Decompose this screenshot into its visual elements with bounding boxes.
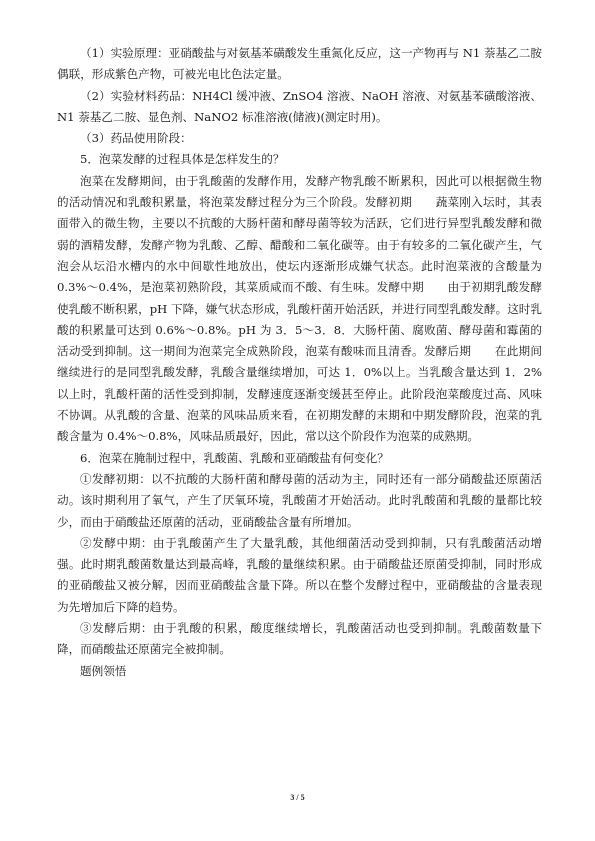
paragraph-materials: （2）实验材料药品：NH4Cl 缓冲液、ZnSO4 溶液、NaOH 溶液、对氨基苯磺酸溶液、N1 萘基乙二胺、显色剂、NaNO2 标准溶液(储液)(测定时用)。 [57, 88, 542, 124]
paragraph-reagent-stage: （3）药品使用阶段： [80, 131, 192, 146]
paragraph-late-stage: ③发酵后期：由于乳酸的积累，酸度继续增长，乳酸菌活动也受到抑制。乳酸菌数量下降，而硝酸盐还原菌完全被抑制。 [57, 621, 542, 657]
section-heading-examples: 题例领悟 [80, 663, 127, 678]
paragraph-fermentation-stages: 泡菜在发酵期间，由于乳酸菌的发酵作用，发酵产物乳酸不断累积，因此可以根据微生物的活动情况和乳酸积累量，将泡菜发酵过程分为三个阶段。发酵初期 蔬菜刚入坛时，其表面带入的微生物，主要以不抗酸的大肠杆菌和酵母菌等较为活跃，它们进行异型乳酸发酵和微弱的酒精发酵，发酵产物为乳酸、乙醇、醋酸和二氧化碳等。由于有较多的二氧化碳产生，气泡会从坛沿水槽内的水中间歇性地放出，使坛内逐渐形成嫌气状态。此时泡菜液的含酸量为 0.3%～0.4%，是泡菜初熟阶段，其菜质咸而不酸、有生味。发酵中期 由于初期乳酸发酵使乳酸不断积累，pH 下降，嫌气状态形成，乳酸杆菌开始活跃，并进行同型乳酸发酵。这时乳酸的积累量可达到 0.6%～0.8%。pH 为 3．5～3．8．大肠杆菌、腐败菌、酵母菌和霉菌的活动受到抑制。这一期间为泡菜完全成熟阶段，泡菜有酸味而且清香。发酵后期 在此期间继续进行的是同型乳酸发酵，乳酸含量继续增加，可达 1．0%以上。当乳酸含量达到 1．2%以上时，乳酸杆菌的活性受到抑制，发酵速度逐渐变缓甚至停止。此阶段泡菜酸度过高、风味不协调。从乳酸的含量、泡菜的风味品质来看，在初期发酵的末期和中期发酵阶段，泡菜的乳酸含量为 0.4%～0.8%，风味品质最好，因此，常以这个阶段作为泡菜的成熟期。 [57, 173, 542, 444]
question-5-heading: 5．泡菜发酵的过程具体是怎样发生的？ [80, 152, 285, 167]
paragraph-early-stage: ①发酵初期：以不抗酸的大肠杆菌和酵母菌的活动为主，同时还有一部分硝酸盐还原菌活动。该时期利用了氧气，产生了厌氧环境，乳酸菌才开始活动。此时乳酸菌和乳酸的量都比较少，而由于硝酸盐还原菌的活动，亚硝酸盐含量有所增加。 [57, 471, 542, 529]
paragraph-experiment-principle: （1）实验原理：亚硝酸盐与对氨基苯磺酸发生重氮化反应，这一产物再与 N1 萘基乙二胺偶联，形成紫色产物，可被光电比色法定量。 [57, 46, 542, 82]
question-6-heading: 6．泡菜在腌制过程中，乳酸菌、乳酸和亚硝酸盐有何变化？ [80, 450, 389, 465]
document-body [57, 43, 542, 682]
page-number: 3 / 5 [290, 793, 305, 802]
paragraph-middle-stage: ②发酵中期：由于乳酸菌产生了大量乳酸，其他细菌活动受到抑制，只有乳酸菌活动增强。此时期乳酸菌数量达到最高峰，乳酸的量继续积累。由于硝酸盐还原菌受抑制，同时形成的亚硝酸盐又被分解，因而亚硝酸盐含量下降。所以在整个发酵过程中，亚硝酸盐的含量表现为先增加后下降的趋势。 [57, 535, 542, 614]
